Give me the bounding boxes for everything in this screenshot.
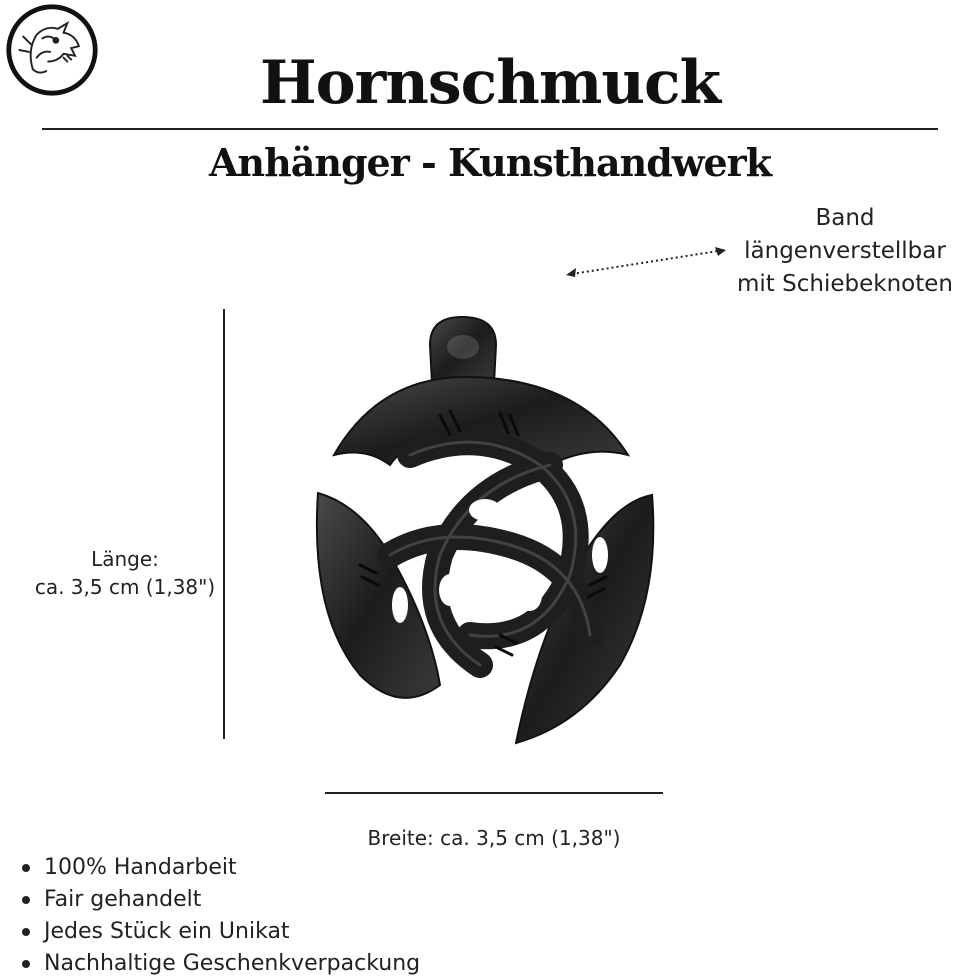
width-annotation: Breite: ca. 3,5 cm (1,38")	[367, 826, 621, 850]
bullet-icon	[22, 928, 30, 936]
width-measure-line	[325, 792, 663, 794]
length-value: ca. 3,5 cm (1,38")	[34, 575, 216, 599]
feature-list	[18, 852, 420, 980]
feature-label: Fair gehandelt	[44, 887, 202, 912]
length-annotation	[20, 545, 230, 601]
band-line-2: längenverstellbar	[744, 238, 946, 264]
bullet-icon	[22, 896, 30, 904]
list-item	[18, 948, 420, 980]
feature-label: Jedes Stück ein Unikat	[44, 919, 290, 944]
bullet-icon	[22, 960, 30, 968]
feature-label: 100% Handarbeit	[44, 855, 237, 880]
band-line-1: Band	[815, 205, 875, 231]
length-measure-line	[223, 309, 225, 739]
bullet-icon	[22, 864, 30, 872]
title-divider	[42, 128, 938, 130]
page-title: Hornschmuck	[259, 48, 721, 118]
band-annotation	[720, 202, 970, 301]
list-item	[18, 884, 420, 916]
list-item	[18, 852, 420, 884]
feature-label: Nachhaltige Geschenkverpackung	[44, 951, 421, 976]
page-subtitle: Anhänger - Kunsthandwerk	[208, 140, 772, 185]
dotted-double-arrow-icon	[560, 240, 730, 280]
band-line-3: mit Schiebeknoten	[737, 271, 953, 297]
list-item	[18, 916, 420, 948]
celtic-knot-pendant-icon	[290, 305, 680, 755]
length-label: Länge:	[91, 547, 159, 571]
